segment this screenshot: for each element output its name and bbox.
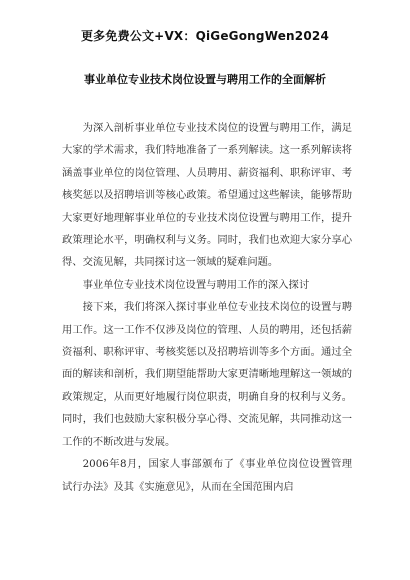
- paragraph-intro: 为深入剖析事业单位专业技术岗位的设置与聘用工作，满足大家的学术需求，我们特地准备了一系列解读。这一系列解读将涵盖事业单位的岗位管理、人员聘用、薪资福利、职称评审、考核奖惩以及招聘培训等核心政策。希望通过这些解读，能够帮助大家更好地理解事业单位的专业技术岗位设置与聘用工作，提升政策理论水平，明确权利与义务。同时，我们也欢迎大家分享心得、交流见解，共同探讨这一领域的疑难问题。: [62, 122, 352, 269]
- document-body: [62, 117, 352, 498]
- paragraph-history: 2006年8月，国家人事部颁布了《事业单位岗位设置管理试行办法》及其《实施意见》，从而在全国范围内启: [62, 458, 352, 493]
- section-heading: 事业单位专业技术岗位设置与聘用工作的深入探讨: [82, 278, 310, 291]
- paragraph-discussion: 接下来，我们将深入探讨事业单位专业技术岗位的设置与聘用工作。这一工作不仅涉及岗位的管理、人员的聘用，还包括薪资福利、职称评审、考核奖惩以及招聘培训等多个方面。通过全面的解读和剖析，我们期望能帮助大家更清晰地理解这一领域的政策规定，从而更好地履行岗位职责，明确自身的权利与义务。同时，我们也鼓励大家积极分享心得、交流见解，共同推动这一工作的不断改进与发展。: [62, 301, 352, 448]
- document-title: 事业单位专业技术岗位设置与聘用工作的全面解析: [84, 73, 326, 86]
- header-watermark: 更多免费公文+VX：QiGeGongWen2024: [80, 29, 329, 43]
